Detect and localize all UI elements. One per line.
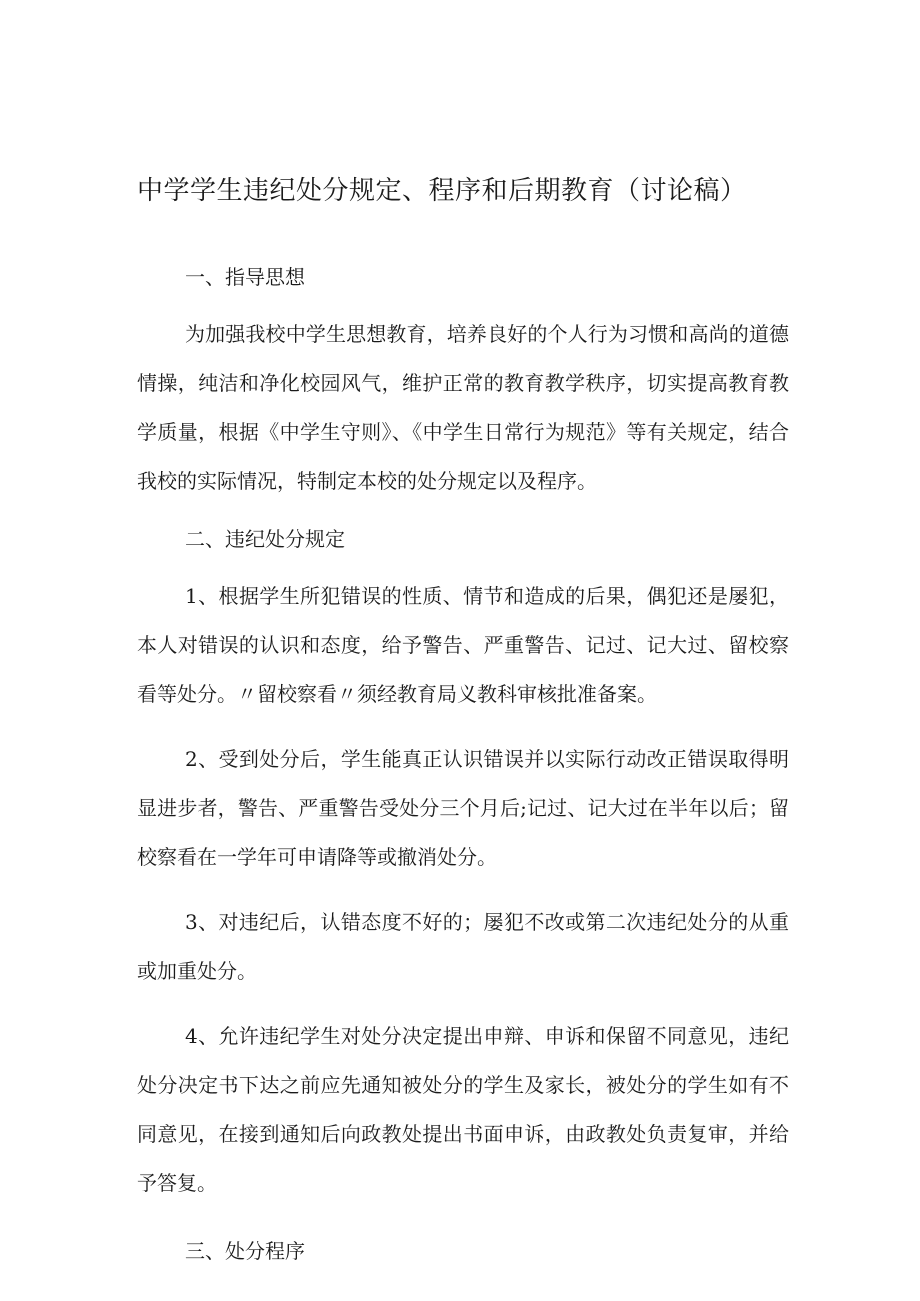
paragraph-rule-4: 4、允许违纪学生对处分决定提出申辩、申诉和保留不同意见，违纪处分决定书下达之前应先通知被处分的学生及家长，被处分的学生如有不同意见，在接到通知后向政教处提出书面申诉，由政教处负责复审，并给予答复。 bbox=[137, 1024, 789, 1195]
section-heading-discipline-rules: 二、违纪处分规定 bbox=[185, 527, 345, 551]
section-heading-procedure: 三、处分程序 bbox=[185, 1239, 305, 1263]
paragraph-rule-2: 2、受到处分后，学生能真正认识错误并以实际行动改正错误取得明显进步者，警告、严重警告受处分三个月后;记过、记大过在半年以后；留校察看在一学年可申请降等或撤消处分。 bbox=[137, 747, 789, 869]
paragraph-rule-1: 1、根据学生所犯错误的性质、情节和造成的后果，偶犯还是屡犯，本人对错误的认识和态度，给予警告、严重警告、记过、记大过、留校察看等处分。〃留校察看〃须经教育局义教科审核批准备案。 bbox=[137, 584, 789, 706]
section-heading-guiding-thought: 一、指导思想 bbox=[185, 265, 305, 289]
paragraph-rule-3: 3、对违纪后，认错态度不好的；屡犯不改或第二次违纪处分的从重或加重处分。 bbox=[137, 910, 789, 983]
paragraph-guiding-thought: 为加强我校中学生思想教育，培养良好的个人行为习惯和高尚的道德情操，纯洁和净化校园风气，维护正常的教育教学秩序，切实提高教育教学质量，根据《中学生守则》、《中学生日常行为规范》等有关规定，结合我校的实际情况，特制定本校的处分规定以及程序。 bbox=[137, 322, 789, 493]
document-title: 中学学生违纪处分规定、程序和后期教育（讨论稿） bbox=[137, 176, 747, 206]
document-body bbox=[137, 250, 789, 1278]
